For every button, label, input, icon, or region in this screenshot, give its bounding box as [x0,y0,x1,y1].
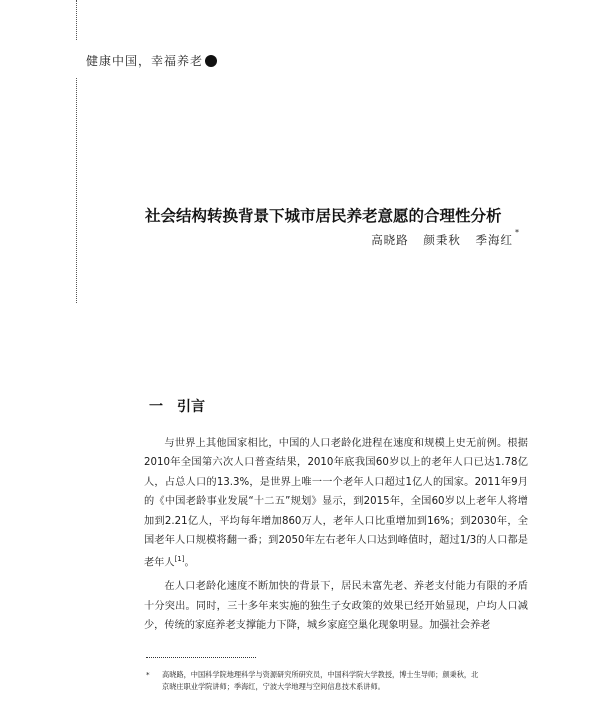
author-line [361,228,520,248]
author-name: 颜秉秋 [423,233,461,247]
author-name: 高晓路 [371,233,409,247]
author-name: 季海红 [475,233,513,247]
running-head [86,52,217,69]
running-head-text: 健康中国，幸福养老 [86,54,204,68]
footnote [146,669,528,693]
section-number: 一 [149,399,163,415]
paragraph-end: 。 [184,557,195,569]
footnote-text-line1: 高晓路，中国科学院地理科学与资源研究所研究员，中国科学院大学教授，博士生导师；颜秉秋，北 [162,670,479,679]
footnote-divider [146,657,256,658]
author-footnote-mark: * [515,228,520,237]
section-heading [149,396,205,416]
footnote-text-line2: 京晓庄职业学院讲师；季海红，宁波大学地理与空间信息技术系讲师。 [162,682,385,691]
margin-dotted-rule [76,78,77,303]
section-title: 引言 [177,399,205,415]
body-text [144,434,528,639]
paragraph [144,434,528,573]
citation-reference: [1] [174,555,185,564]
margin-dotted-rule-top [76,0,77,40]
running-head-bullet-icon [205,55,217,67]
footnote-mark: * [146,670,150,679]
paragraph: 在人口老龄化速度不断加快的背景下，居民未富先老、养老支付能力有限的矛盾十分突出。同时，三十多年来实施的独生子女政策的效果已经开始显现，户均人口减少，传统的家庭养老支撑能力下降，城乡家庭空巢化现象明显。加强社会养老 [144,581,528,632]
paragraph-text: 与世界上其他国家相比，中国的人口老龄化进程在速度和规模上史无前例。根据2010年全国第六次人口普查结果，2010年底我国60岁以上的老年人口已达1.78亿人，占总人口的13.3%，是世界上唯一一个老年人口超过1亿人的国家。2011年9月的《中国老龄事业发展“十二五”规划》显示，到2015年，全国60岁以上老年人将增加到2.21亿人，平均每年增加860万人，老年人口比重增加到16%；到2030年，全国老年人口规模将翻一番；到2050年左右老年人口达到峰值时，超过1/3的人口都是老年人 [144,438,528,569]
article-title: 社会结构转换背景下城市居民养老意愿的合理性分析 [145,206,502,225]
